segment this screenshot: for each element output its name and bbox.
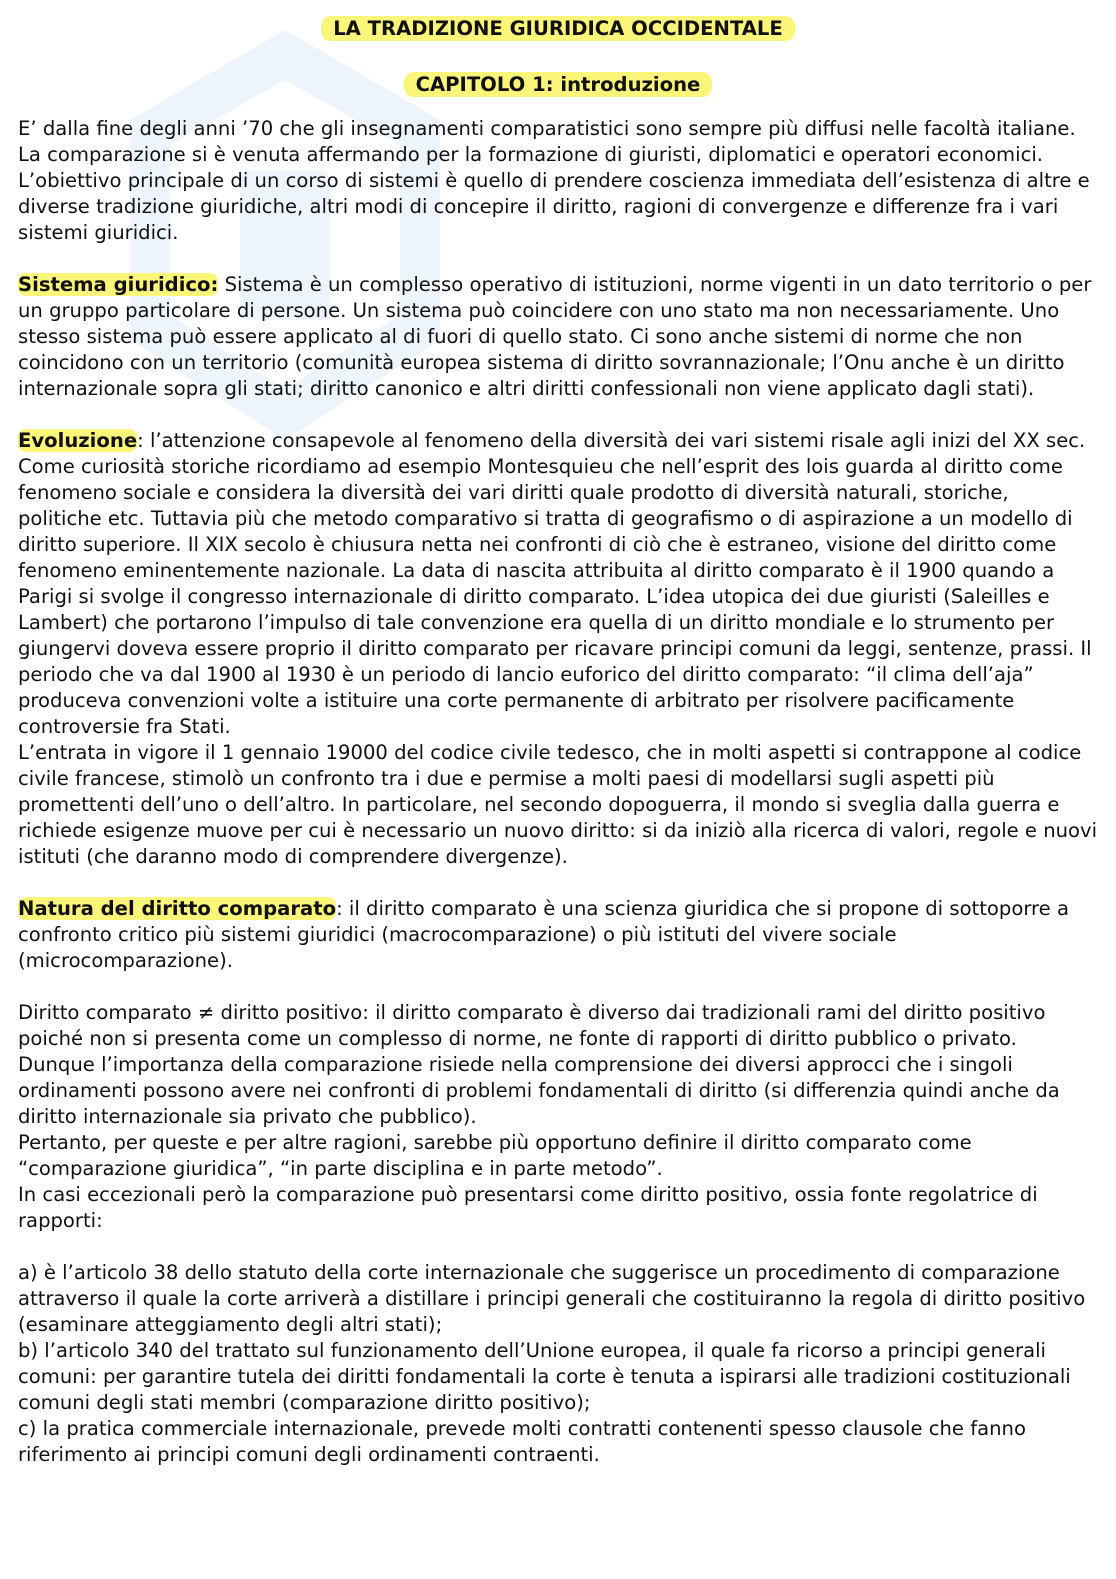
- evoluzione-text: : l’attenzione consapevole al fenomeno della diversità dei vari sistemi risale agli inizi del XX sec. Come curiosità storiche ricordiamo ad esempio Montesquieu che nell’esprit des lois guarda al diritto come fenomeno sociale e considera la diversità dei vari diritti quale prodotto di diversità naturali, storiche, politiche etc. Tuttavia più che metodo comparativo si tratta di geografismo o di aspirazione a un modello di diritto superiore. Il XIX secolo è chiusura netta nei confronti di ciò che è estraneo, visione del diritto come fenomeno eminentemente nazionale. La data di nascita attribuita al diritto comparato è il 1900 quando a Parigi si svolge il congresso internazionale di diritto comparato. L’idea utopica dei due giuristi (Saleilles e Lambert) che portarono l’impulso di tale convenzione era quella di un diritto mondiale e lo strumento per giungervi doveva essere proprio il diritto comparato per ricavare principi comuni da leggi, sentenze, prassi. Il periodo che va dal 1900 al 1930 è un periodo di lancio euforico del diritto comparato: “il clima dell’aja” produceva convenzioni volte a istituire una corte permanente di arbitrato per risolvere pacificamente controversie fra Stati.: [18, 429, 1092, 738]
- pertanto-paragraph: Pertanto, per queste e per altre ragioni, sarebbe più opportuno definire il diritto comparato come “comparazione giuridica”, “in parte disciplina e in parte metodo”.: [18, 1131, 972, 1180]
- entrata-paragraph: L’entrata in vigore il 1 gennaio 19000 del codice civile tedesco, che in molti aspetti si contrappone al codice civile francese, stimolò un confronto tra i due e permise a molti paesi di modellarsi sugli aspetti più promettenti dell’uno o dell’altro. In particolare, nel secondo dopoguerra, il mondo si sveglia dalla guerra e richiede esigenze muove per cui è necessario un nuovo diritto: si da iniziò alla ricerca di valori, regole e nuovi istituti (che daranno modo di comprendere divergenze).: [18, 741, 1098, 868]
- sistema-term: Sistema giuridico:: [18, 273, 219, 296]
- natura-paragraph: [18, 896, 1098, 974]
- evoluzione-paragraph: [18, 428, 1098, 740]
- natura-term: Natura del diritto comparato: [18, 897, 337, 920]
- positivo-paragraph: Diritto comparato ≠ diritto positivo: il diritto comparato è diverso dai tradizionali rami del diritto positivo poiché non si presenta come un complesso di norme, ne fonte di rapporti di diritto pubblico o privato. Dunque l’importanza della comparazione risiede nella comprensione dei diversi approcci che i singoli ordinamenti possono avere nei confronti di problemi fondamentali di diritto (si differenzia quindi anche da diritto internazionale sia privato che pubblico).: [18, 1001, 1060, 1128]
- natura-text: : il diritto comparato è una scienza giuridica che si propone di sottoporre a confronto critico più sistemi giuridici (macrocomparazione) o più istituti del vivere sociale (microcomparazione).: [18, 897, 1069, 972]
- sistema-paragraph: [18, 272, 1098, 402]
- list-item-c: c) la pratica commerciale internazionale, prevede molti contratti contenenti spesso clausole che fanno riferimento ai principi comuni degli ordinamenti contraenti.: [18, 1417, 1026, 1466]
- document-page: [18, 14, 1098, 1468]
- sistema-text: Sistema è un complesso operativo di istituzioni, norme vigenti in un dato territorio o per un gruppo particolare di persone. Un sistema può coincidere con uno stato ma non necessariamente. Uno stesso sistema può essere applicato al di fuori di quello stato. Ci sono anche sistemi di norme che non coincidono con un territorio (comunità europea sistema di diritto sovrannazionale; l’Onu anche è un diritto internazionale sopra gli stati; diritto canonico e altri diritti confessionali non viene applicato dagli stati).: [18, 273, 1092, 400]
- evoluzione-term: Evoluzione: [18, 429, 138, 452]
- intro-paragraph: E’ dalla fine degli anni ’70 che gli insegnamenti comparatistici sono sempre più diffusi nelle facoltà italiane. La comparazione si è venuta affermando per la formazione di giuristi, diplomatici e operatori economici. L’obiettivo principale di un corso di sistemi è quello di prendere coscienza immediata dell’esistenza di altre e diverse tradizione giuridiche, altri modi di concepire il diritto, ragioni di convergenze e differenze fra i vari sistemi giuridici.: [18, 117, 1090, 244]
- list-item-a: a) è l’articolo 38 dello statuto della corte internazionale che suggerisce un procedimento di comparazione attraverso il quale la corte arriverà a distillare i principi generali che costituiranno la regola di diritto positivo (esaminare atteggiamento degli altri stati);: [18, 1261, 1086, 1336]
- casi-paragraph: In casi eccezionali però la comparazione può presentarsi come diritto positivo, ossia fonte regolatrice di rapporti:: [18, 1183, 1038, 1232]
- chapter-title: [18, 72, 1098, 98]
- chapter-title-text: CAPITOLO 1: introduzione: [404, 72, 713, 97]
- document-title-text: LA TRADIZIONE GIURIDICA OCCIDENTALE: [321, 16, 795, 41]
- document-title: [18, 16, 1098, 42]
- list-item-b: b) l’articolo 340 del trattato sul funzionamento dell’Unione europea, il quale fa ricorso a principi generali comuni: per garantire tutela dei diritti fondamentali la corte è tenuta a ispirarsi alle tradizioni costituzionali comuni degli stati membri (comparazione diritto positivo);: [18, 1339, 1071, 1414]
